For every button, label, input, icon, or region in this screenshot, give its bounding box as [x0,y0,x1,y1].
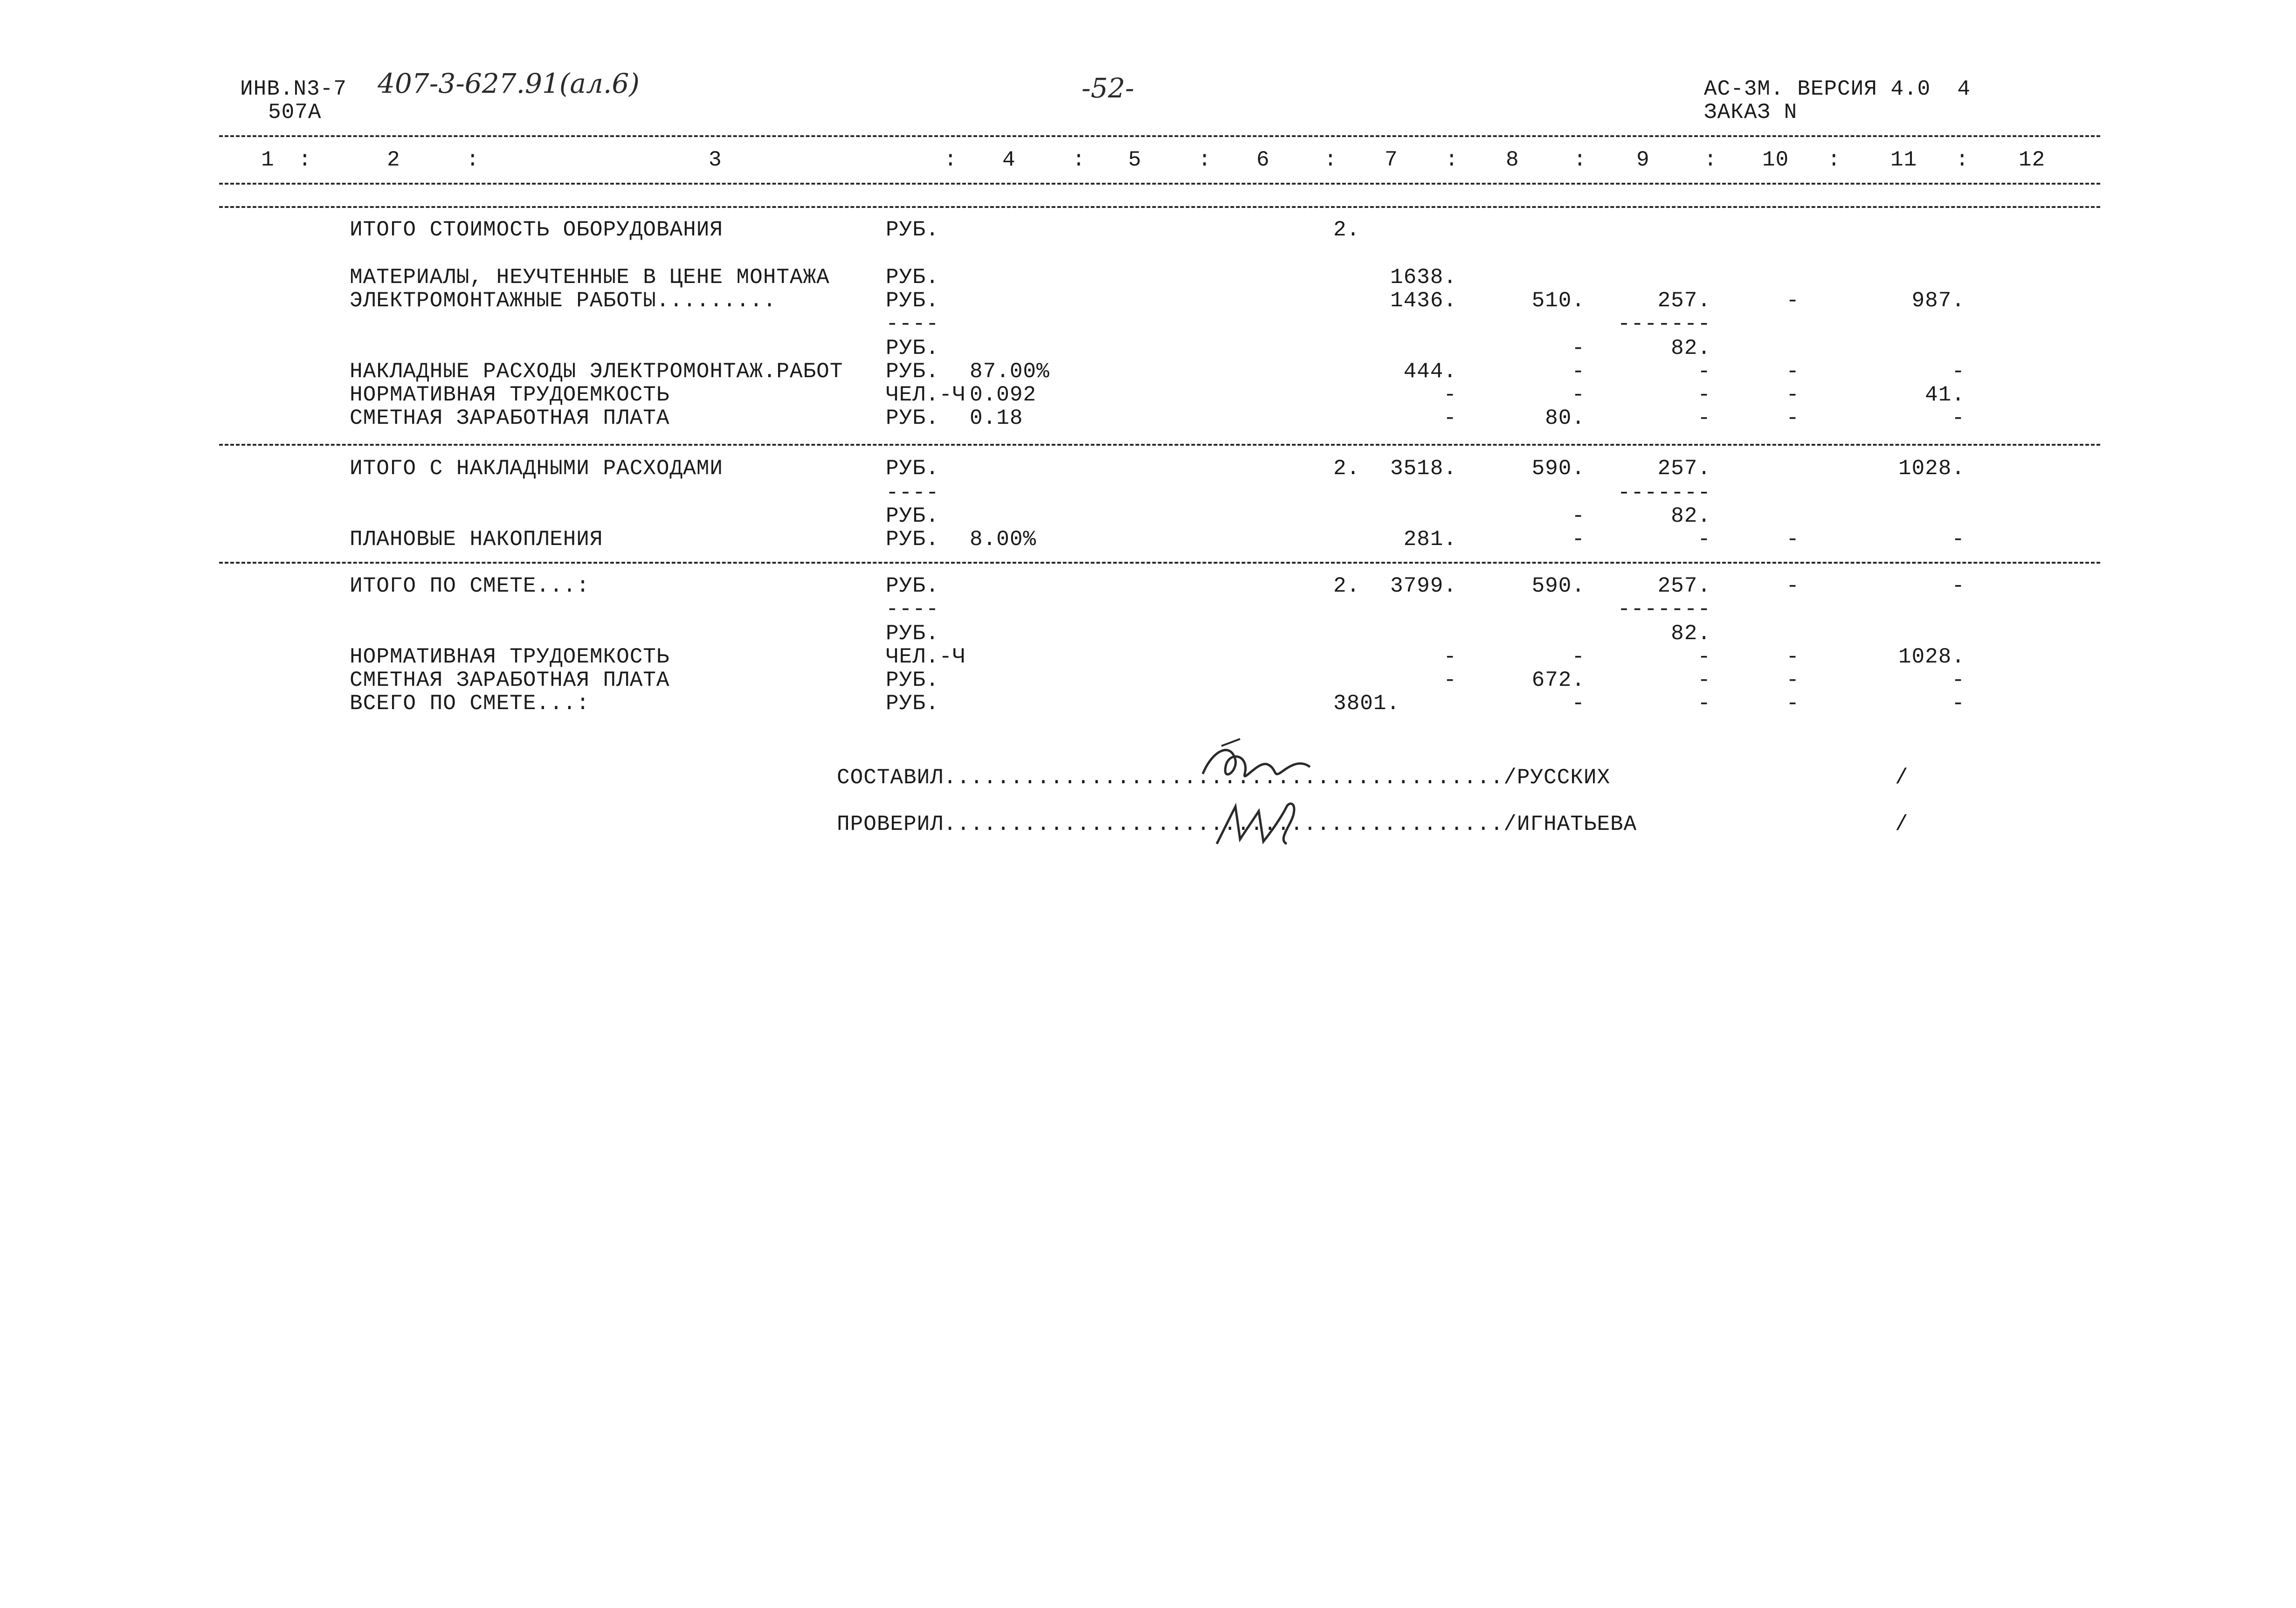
column-separator: : [1704,148,1717,172]
column-divider-top [219,183,2100,185]
checker-signature [1207,788,1319,853]
row-unit: РУБ. [886,527,939,552]
row-value: - [1697,668,1711,692]
row-value: 80. [1545,406,1585,430]
row-value: - [1786,574,1800,598]
column-separator: : [944,148,958,172]
order-number: ЗАКАЗ N [1704,100,1798,124]
program-version: АС-3М. ВЕРСИЯ 4.0 4 [1704,77,1971,101]
row-unit: ---- [886,481,939,505]
row-value: 82. [1671,621,1711,646]
row-value: 3801. [1333,691,1400,716]
row-unit: РУБ. [886,289,939,313]
row-value: ------- [1617,597,1711,621]
row-value: - [1951,691,1965,716]
row-unit: РУБ. [886,406,939,430]
row-unit: ---- [886,312,939,336]
row-value: ------- [1617,481,1711,505]
column-number: 7 [1385,148,1398,172]
row-value: 2. [1333,456,1360,481]
column-separator: : [1573,148,1587,172]
row-value: 1028. [1898,645,1965,669]
row-label: ИТОГО СТОИМОСТЬ ОБОРУДОВАНИЯ [350,218,723,242]
row-value: - [1572,527,1585,552]
row-unit: РУБ. [886,456,939,481]
row-value: - [1572,383,1585,407]
row-value: - [1443,668,1457,692]
row-label: ВСЕГО ПО СМЕТЕ...: [350,691,590,716]
column-number: 4 [1002,148,1016,172]
row-unit: РУБ. [886,218,939,242]
page-number: -52- [1082,72,1134,104]
row-unit: РУБ. [886,504,939,528]
column-number: 12 [2019,148,2046,172]
column-number: 10 [1762,148,1789,172]
column-divider-bottom [219,206,2100,208]
row-value: - [1697,359,1711,384]
row-value: - [1572,645,1585,669]
row-label: ПЛАНОВЫЕ НАКОПЛЕНИЯ [350,527,603,552]
row-label: ЭЛЕКТРОМОНТАЖНЫЕ РАБОТЫ......... [350,289,777,313]
row-value: 82. [1671,336,1711,360]
row-label: СМЕТНАЯ ЗАРАБОТНАЯ ПЛАТА [350,406,670,430]
row-value: - [1786,527,1800,552]
column-number: 3 [709,148,722,172]
row-value: - [1572,504,1585,528]
column-separator: : [1072,148,1086,172]
row-value: - [1951,668,1965,692]
compiled-by-line: СОСТАВИЛ........................................../РУССКИХ [837,766,1611,790]
column-separator: : [1445,148,1459,172]
column-number: 6 [1256,148,1270,172]
column-separator: : [298,148,312,172]
column-separator: : [1324,148,1338,172]
row-value: 257. [1657,289,1711,313]
row-value: - [1443,406,1457,430]
row-value: - [1786,406,1800,430]
handwritten-project-code: 407-3-627.91(ал.6) [378,68,640,99]
row-unit: ЧЕЛ.-Ч [886,645,966,669]
column-separator: : [466,148,480,172]
row-value: 0.092 [970,383,1037,407]
column-number: 11 [1890,148,1917,172]
row-value: 3799. [1390,574,1457,598]
checked-by-line: ПРОВЕРИЛ........................................../ИГНАТЬЕВА [837,812,1637,836]
row-value: 257. [1657,574,1711,598]
section-divider-1 [219,444,2100,446]
row-value: - [1786,668,1800,692]
row-value: 2. [1333,574,1360,598]
row-value: - [1697,645,1711,669]
row-value: - [1443,645,1457,669]
row-value: - [1951,406,1965,430]
row-value: - [1697,406,1711,430]
row-unit: РУБ. [886,621,939,646]
column-number: 1 [261,148,275,172]
row-value: 590. [1531,456,1585,481]
row-value: 1638. [1390,265,1457,290]
row-unit: ЧЕЛ.-Ч [886,383,966,407]
column-separator: : [1827,148,1841,172]
column-number: 5 [1128,148,1142,172]
row-value: - [1572,336,1585,360]
row-value: - [1443,383,1457,407]
column-number: 2 [387,148,400,172]
row-value: 3518. [1390,456,1457,481]
row-value: - [1697,527,1711,552]
row-label: МАТЕРИАЛЫ, НЕУЧТЕННЫЕ В ЦЕНЕ МОНТАЖА [350,265,830,290]
column-separator: : [1198,148,1212,172]
header-divider [219,135,2100,137]
row-value: 82. [1671,504,1711,528]
row-unit: ---- [886,597,939,621]
row-value: 281. [1403,527,1457,552]
section-divider-2 [219,562,2100,564]
row-value: 672. [1531,668,1585,692]
column-number: 8 [1506,148,1519,172]
row-value: - [1572,691,1585,716]
row-value: - [1697,691,1711,716]
inventory-number: ИНВ.N3-7 [240,77,347,101]
row-value: ------- [1617,312,1711,336]
row-value: - [1786,359,1800,384]
row-unit: РУБ. [886,359,939,384]
row-value: 1028. [1898,456,1965,481]
row-value: 1436. [1390,289,1457,313]
row-value: 444. [1403,359,1457,384]
column-number: 9 [1636,148,1650,172]
row-value: 2. [1333,218,1360,242]
row-value: 590. [1531,574,1585,598]
row-label: НОРМАТИВНАЯ ТРУДОЕМКОСТЬ [350,645,670,669]
row-value: - [1697,383,1711,407]
row-value: 87.00% [970,359,1050,384]
inventory-subnumber: 507А [268,100,322,124]
row-unit: РУБ. [886,265,939,290]
row-value: 8.00% [970,527,1037,552]
row-unit: РУБ. [886,336,939,360]
row-value: - [1786,691,1800,716]
row-unit: РУБ. [886,691,939,716]
compiled-by-slash: / [1895,766,1909,790]
row-value: - [1786,383,1800,407]
row-value: 41. [1925,383,1965,407]
row-value: - [1951,359,1965,384]
row-value: - [1951,527,1965,552]
row-label: ИТОГО ПО СМЕТЕ...: [350,574,590,598]
row-label: ИТОГО С НАКЛАДНЫМИ РАСХОДАМИ [350,456,723,481]
compiler-signature [1193,732,1333,797]
checked-by-slash: / [1895,812,1909,836]
row-label: НОРМАТИВНАЯ ТРУДОЕМКОСТЬ [350,383,670,407]
row-value: 257. [1657,456,1711,481]
row-value: - [1572,359,1585,384]
row-value: - [1786,289,1800,313]
row-value: 0.18 [970,406,1023,430]
row-label: СМЕТНАЯ ЗАРАБОТНАЯ ПЛАТА [350,668,670,692]
row-value: 510. [1531,289,1585,313]
row-unit: РУБ. [886,668,939,692]
column-separator: : [1956,148,1969,172]
row-value: - [1786,645,1800,669]
row-value: - [1951,574,1965,598]
row-label: НАКЛАДНЫЕ РАСХОДЫ ЭЛЕКТРОМОНТАЖ.РАБОТ [350,359,843,384]
row-unit: РУБ. [886,574,939,598]
row-value: 987. [1911,289,1965,313]
